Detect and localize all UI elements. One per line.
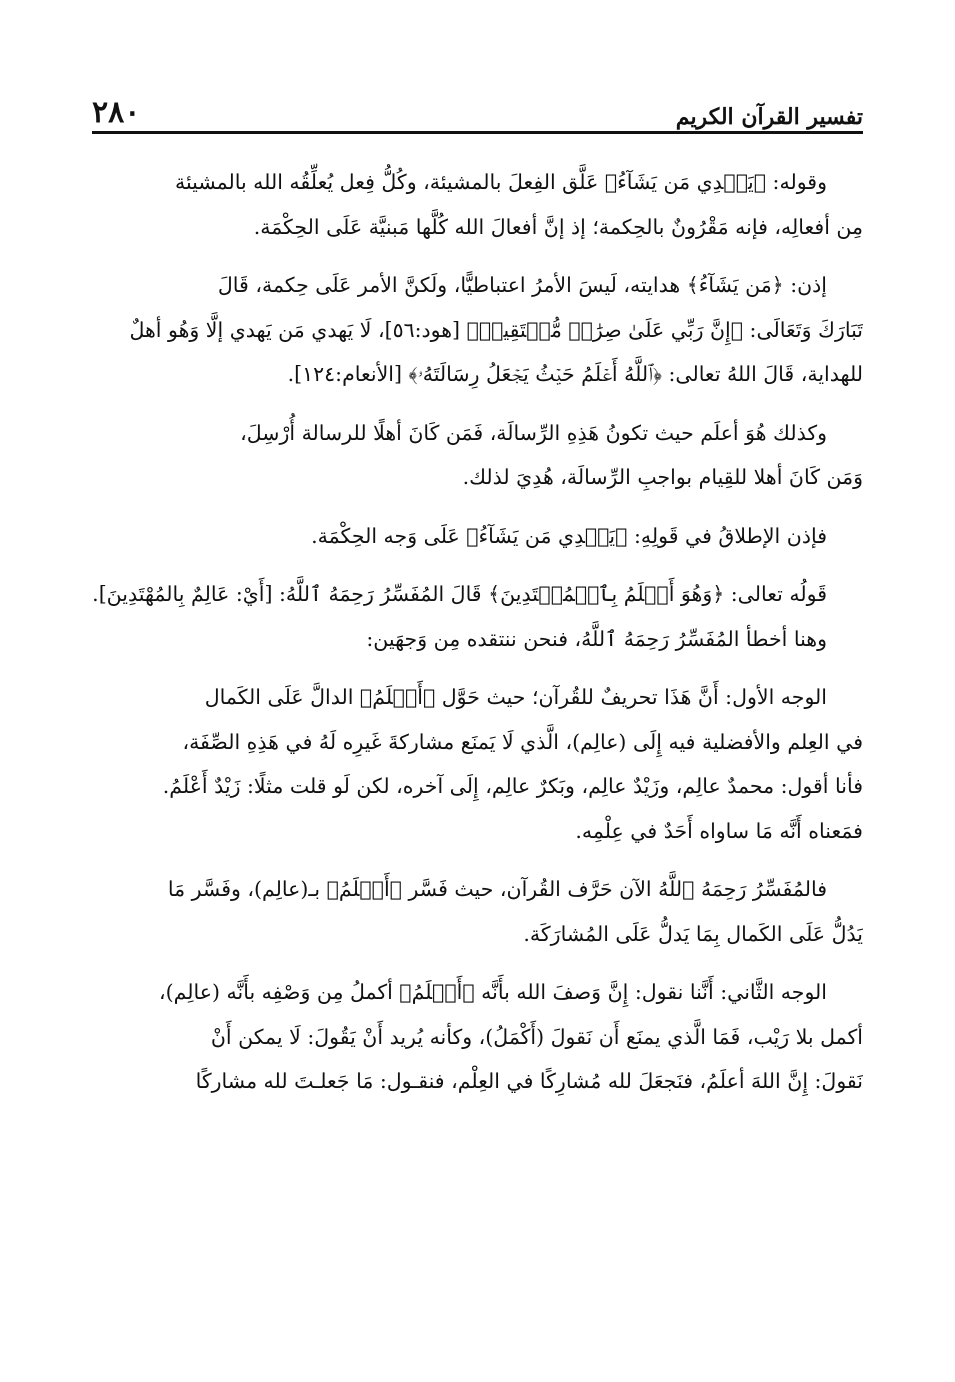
text-line: الوجه الثَّاني: أَنَّنا نقول: إِنَّ وَصفَ الله بأَنَّه ﴿أَعۡلَمُ﴾ أكملُ مِن وَصْفِه بأَنَّه (عالِم)،	[159, 980, 827, 1004]
paragraph	[92, 514, 863, 559]
text-line: للهداية، قَالَ اللهُ تعالى: ﴿ٱللَّهُ أَعۡلَمُ حَيۡثُ يَجۡعَلُ رِسَالَتَهُۥ﴾ [الأنعام:١٢٤].	[287, 362, 863, 386]
text-line: فأنا أقول: محمدٌ عالِم، وزَيْدٌ عالِم، وبَكرٌ عالِم، إِلَى آخره، لكن لَو قلت مثلًا: زَيْدٌ أَعْلَمُ.	[162, 774, 863, 798]
text-line: يَدُلُّ عَلَى الكَمال بِمَا يَدلُّ عَلَى المُشارَكَة.	[523, 921, 863, 946]
text-line: نَقولَ: إِنَّ اللهَ أعلَمُ، فنَجعَلَ لله مُشارِكًا في العِلْم، فنقـول: مَا جَعلـتَ لله مشاركًا	[195, 1069, 863, 1093]
running-title: تفسير القرآن الكريم	[675, 104, 863, 130]
paragraph	[92, 411, 863, 500]
text-line: قَولُه تعالى: ﴿وَهُوَ أَعۡلَمُ بِٱلۡمُهۡتَدِينَ﴾ قَالَ المُفَسِّرُ رَحِمَهُ ٱللَّهُ: [أَيْ: عَالِمٌ بِالمُهْتَدِينَ].	[92, 582, 827, 606]
paragraph	[92, 675, 863, 853]
paragraph	[92, 263, 863, 397]
paragraph	[92, 867, 863, 956]
text-line: وهنا أخطأ المُفَسِّرُ رَحِمَهُ ٱللَّهُ، فنحن ننتقده مِن وَجهَين:	[366, 626, 827, 651]
paragraph	[92, 572, 863, 661]
text-line: وكذلك هُوَ أعلَم حيث تكونُ هَذِهِ الرِّسالَة، فَمَن كَانَ أهلًا للرسالة أُرْسِلَ،	[240, 420, 827, 445]
text-line: الوجه الأول: أَنَّ هَذَا تحريفٌ للقُرآن؛ حيث حَوَّل ﴿أَعۡلَمُ﴾ الدالَّ عَلَى الكَمال	[204, 685, 827, 709]
header-rule	[92, 131, 863, 134]
text-line: فإذن الإطلاقُ في قَولِهِ: ﴿يَهۡدِي مَن يَشَآءُ﴾ عَلَى وَجه الحِكْمَة.	[311, 523, 827, 548]
text-line: وَمَن كَانَ أهلا للقِيام بواجبِ الرِّسالَة، هُدِيَ لذلك.	[462, 465, 863, 489]
paragraph	[92, 970, 863, 1104]
text-line: وقوله: ﴿يَهۡدِي مَن يَشَآءُ﴾ عَلَّق الفِعلَ بالمشيئة، وكُلُّ فِعل يُعلِّقُه الله بالمشيئة	[174, 170, 827, 194]
text-line: في العِلم والأفضلية فيه إِلَى (عالِم)، الَّذي لَا يَمنَع مشاركةَ غَيرِه لَهُ في هَذِهِ الصِّفَة،	[182, 729, 863, 754]
paragraph	[92, 160, 863, 249]
text-line: تَبَارَكَ وَتَعَالَى: ﴿إِنَّ رَبِّي عَلَىٰ صِرَٰطٖ مُّسۡتَقِيمٖ﴾ [هود:٥٦]، لَا يَهدي مَن يَهدي إلَّا وَهُو أهلٌ	[129, 317, 863, 342]
text-line: فمَعناه أَنَّه مَا ساواه أَحَدٌ في عِلْمِه.	[575, 818, 863, 843]
text-line: إذن: ﴿مَن يَشَآءُ﴾ هدايته، لَيسَ الأمرُ اعتباطيًّا، ولَكنَّ الأمر عَلَى حِكمة، قَالَ	[217, 273, 827, 297]
page-number: ٢٨٠	[92, 95, 141, 130]
page-header	[92, 88, 863, 128]
text-line: أكمل بلا رَيْب، فَمَا الَّذي يمنَع أَن نَقولَ (أَكْمَلُ)، وكأنه يُريد أَنْ يَقُولَ: لَا يمكن أَنْ	[210, 1024, 863, 1049]
text-line: فالمُفَسِّرُ رَحِمَهُ ٱللَّهُ الآن حَرَّف القُرآن، حيث فَسَّر ﴿أَعۡلَمُ﴾ بـ(عالِم)، وفَسَّر مَا	[167, 877, 827, 901]
text-line: مِن أفعالِه، فإنه مَقْرُونٌ بالحِكمة؛ إذ إنَّ أفعالَ الله كُلَّها مَبنيَّة عَلَى الحِكْمَة.	[253, 214, 863, 239]
page-body	[92, 160, 863, 1118]
